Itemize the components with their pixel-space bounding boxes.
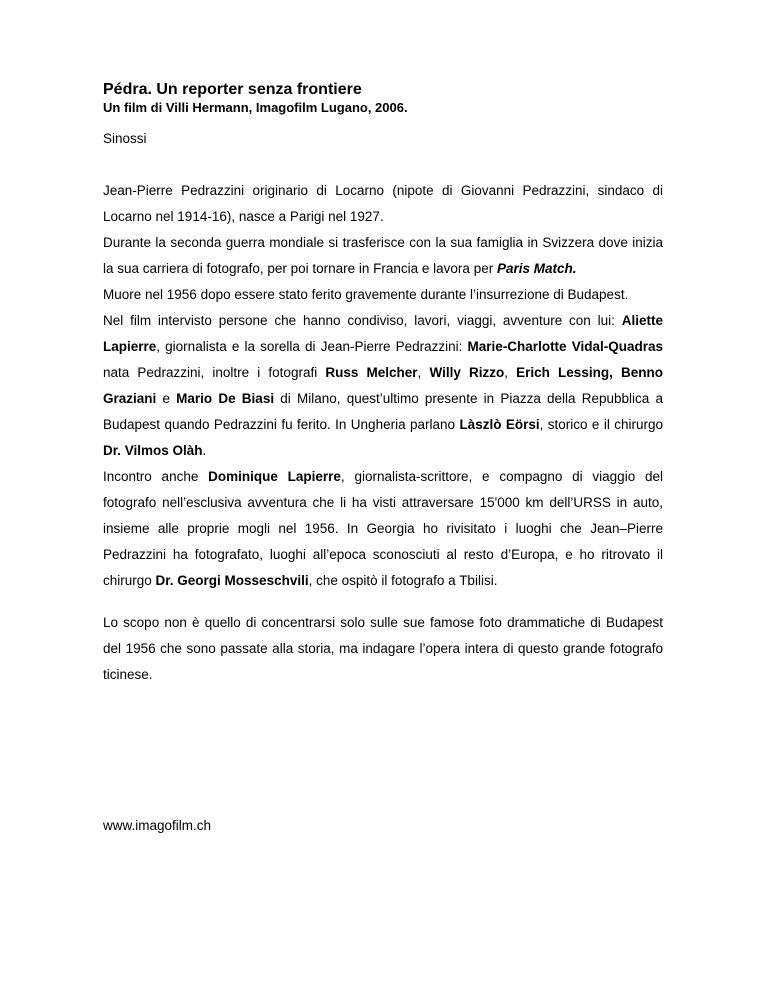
document-subtitle: Un film di Villi Hermann, Imagofilm Lugano, 2006. xyxy=(103,100,408,115)
spacer xyxy=(103,152,663,178)
paragraph-death: Muore nel 1956 dopo essere stato ferito gravemente durante l’insurrezione di Budapest. xyxy=(103,287,629,302)
person-name: Mario De Biasi xyxy=(176,391,275,406)
person-name: Dr. Georgi Mosseschvili xyxy=(155,573,309,588)
person-name: Làszlò Eörsi xyxy=(459,417,540,432)
person-name: Dominique Lapierre xyxy=(208,469,341,484)
paragraph-origins: Jean-Pierre Pedrazzini originario di Locarno (nipote di Giovanni Pedrazzini, sindaco di Locarno nel 1914-16), nasce a Parigi nel 1927. xyxy=(103,183,663,224)
person-name: Dr. Vilmos Olàh xyxy=(103,443,203,458)
paragraph-purpose: Lo scopo non è quello di concentrarsi solo sulle sue famose foto drammatiche di Budapest del 1956 che sono passate alla storia, ma indagare l’opera intera di questo grande fotografo ticinese. xyxy=(103,615,663,682)
paragraph-journey: Incontro anche Dominique Lapierre, giornalista-scrittore, e compagno di viaggio del fotografo nell’esclusiva avventura che li ha visti attraversare 15'000 km dell’URSS in auto, insieme alle proprie mogli nel 1956. In Georgia ho rivisitato i luoghi che Jean–Pierre Pedrazzini ha fotografato, luoghi all’epoca sconosciuti al resto d’Europa, e ho ritrovato il chirurgo Dr. Georgi Mosseschvili, che ospitò il fotografo a Tbilisi. xyxy=(103,469,663,588)
person-name: Marie-Charlotte Vidal-Quadras xyxy=(467,339,663,354)
person-name: Erich Lessing, Benno Graziani xyxy=(103,365,663,406)
person-name: Russ Melcher xyxy=(325,365,418,380)
person-name: Willy Rizzo xyxy=(429,365,505,380)
section-label: Sinossi xyxy=(103,131,147,146)
document-body xyxy=(103,80,663,688)
website-link[interactable]: www.imagofilm.ch xyxy=(103,818,212,833)
document-title: Pédra. Un reporter senza frontiere xyxy=(103,81,362,98)
paragraph-career: Durante la seconda guerra mondiale si trasferisce con la sua famiglia in Svizzera dove inizia la sua carriera di fotografo, per poi tornare in Francia e lavora per Paris Match. xyxy=(103,235,663,276)
magazine-name: Paris Match. xyxy=(496,261,577,276)
paragraph-interviews: Nel film intervisto persone che hanno condiviso, lavori, viaggi, avventure con lui: Aliette Lapierre, giornalista e la sorella di Jean-Pierre Pedrazzini: Marie-Charlotte Vidal-Quadras nata Pedrazzini, inoltre i fotografi Russ Melcher, Willy Rizzo, Erich Lessing, Benno Graziani e Mario De Biasi di Milano, quest’ultimo presente in Piazza della Repubblica a Budapest quando Pedrazzini fu ferito. In Ungheria parlano Làszlò Eörsi, storico e il chirurgo Dr. Vilmos Olàh. xyxy=(103,313,664,458)
person-name: Aliette Lapierre xyxy=(103,313,663,354)
